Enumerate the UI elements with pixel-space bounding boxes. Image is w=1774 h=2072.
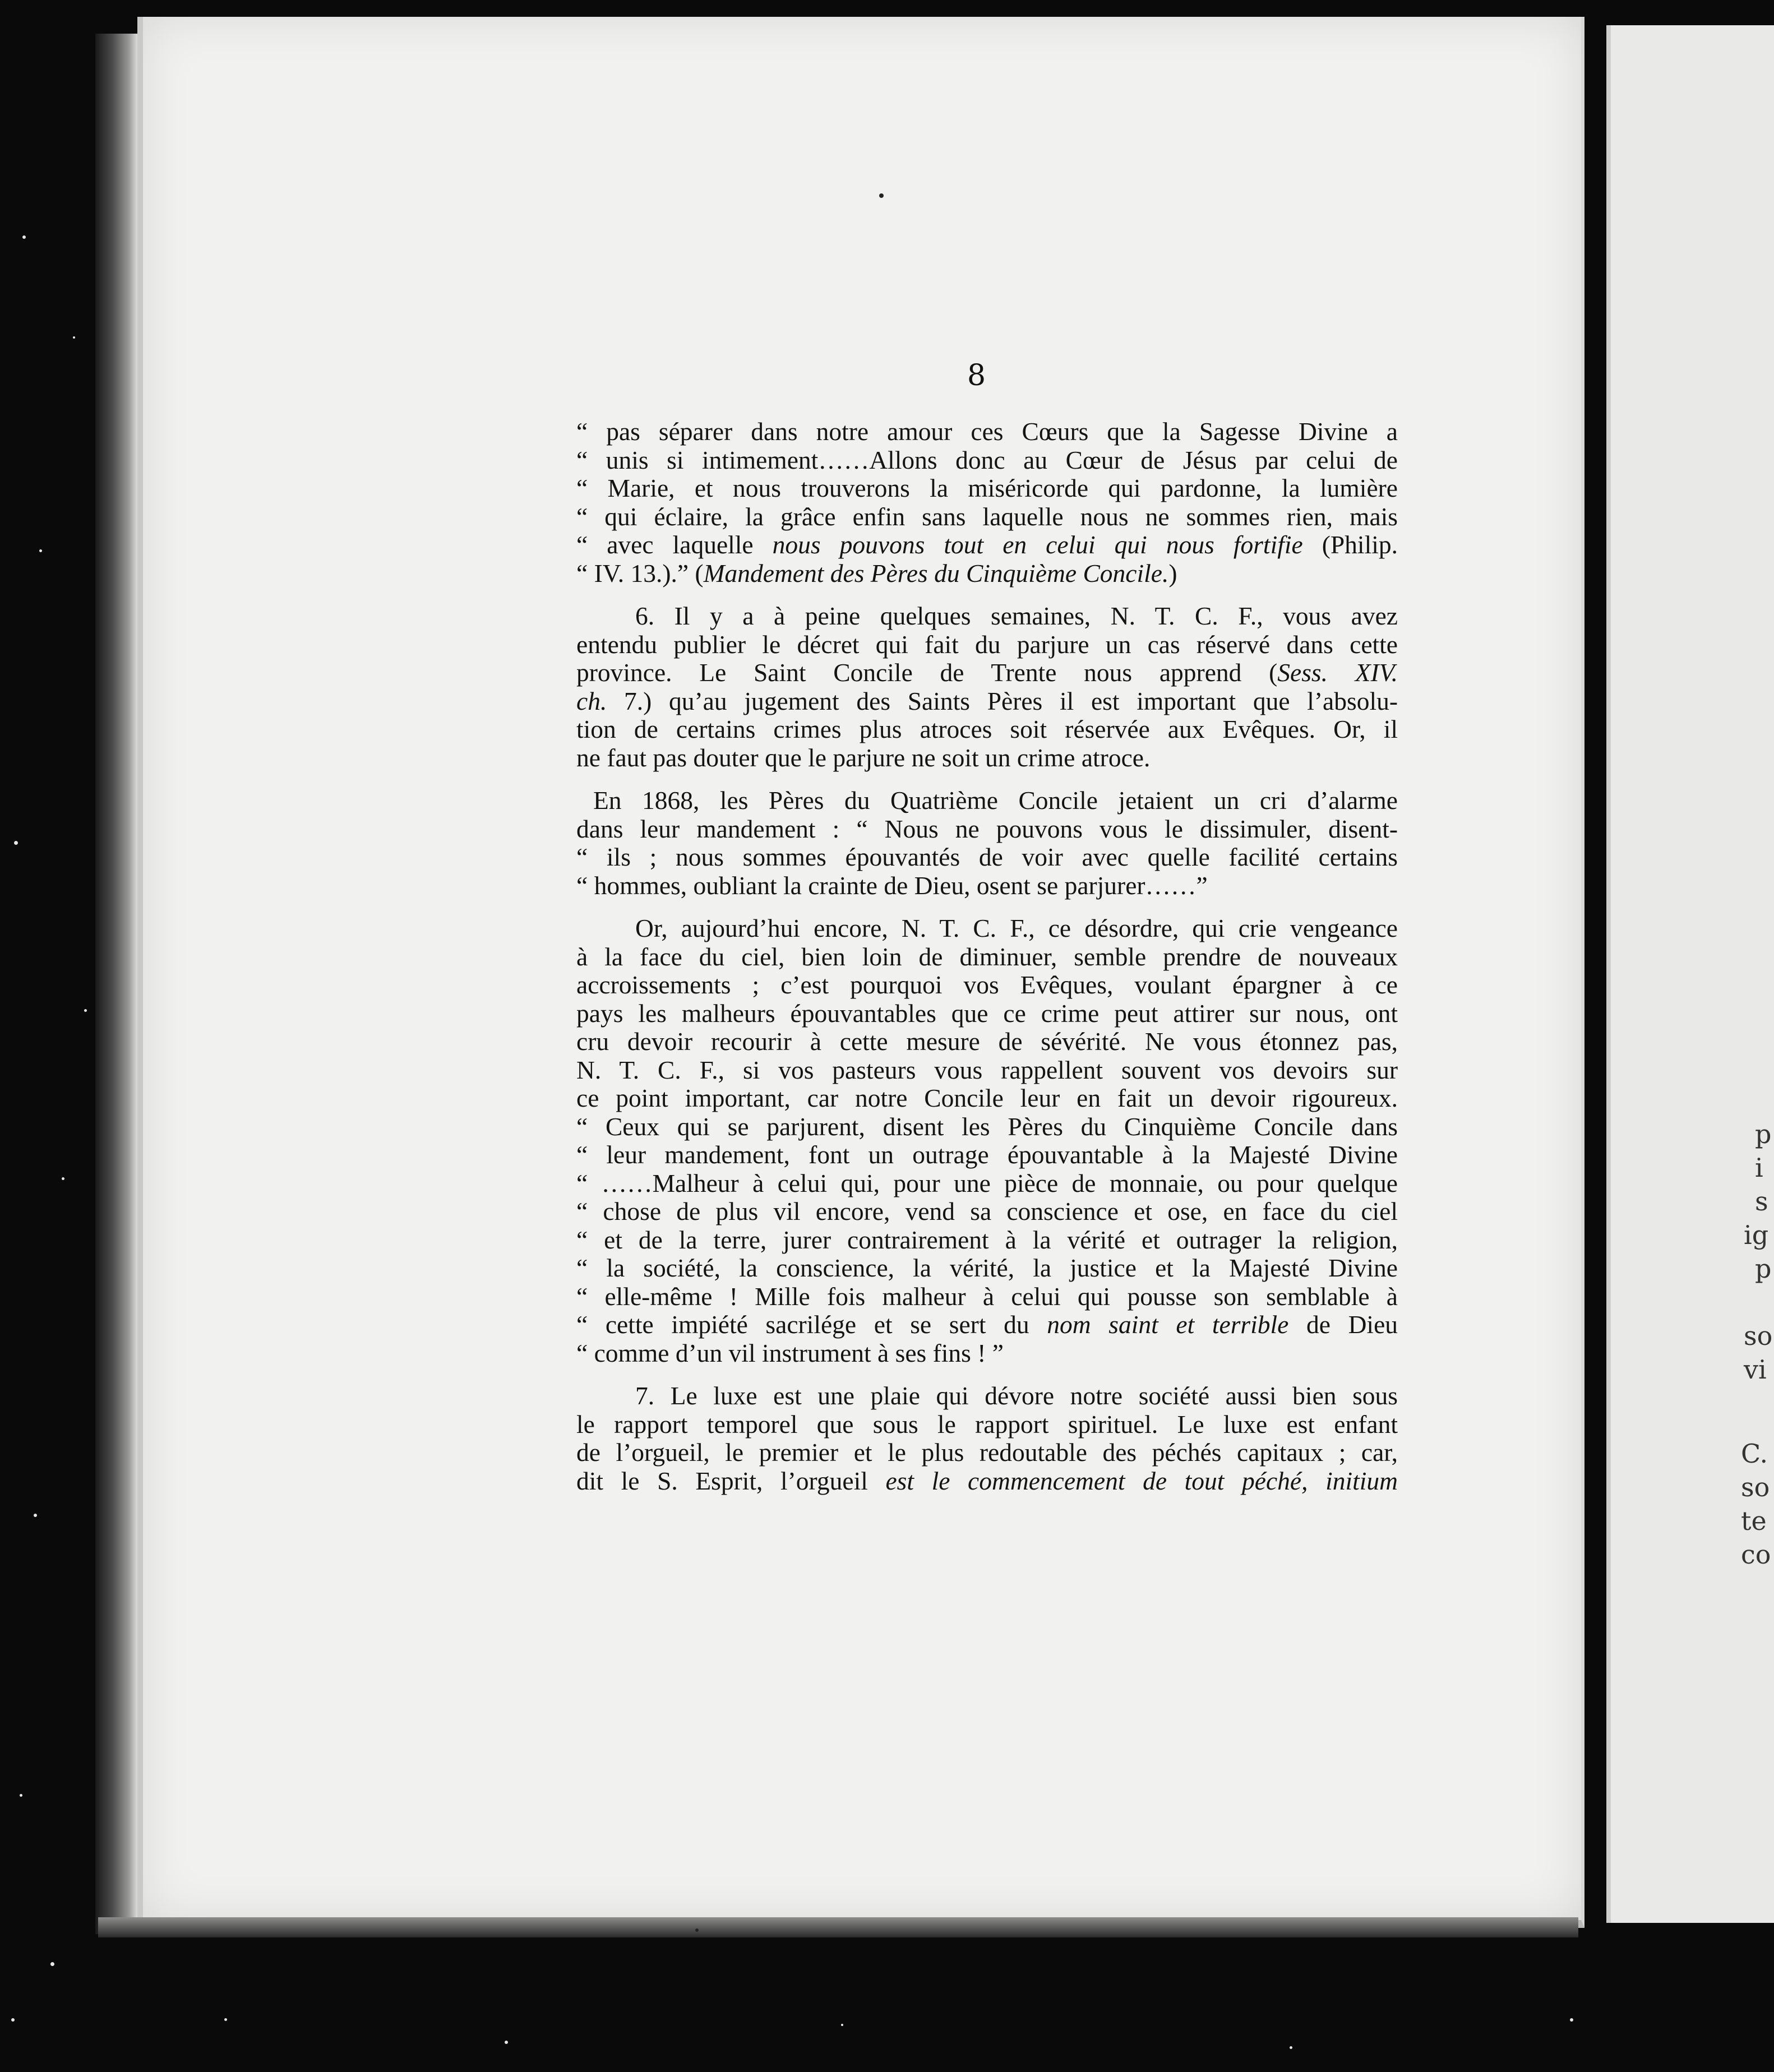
scan-speck [84, 1009, 87, 1012]
text-run: “ avec laquelle [576, 530, 773, 559]
text-line: 7. Le luxe est une plaie qui dévore notre société aussi bien sous [635, 1381, 1398, 1410]
text-line: de l’orgueil, le premier et le plus redoutable des péchés capitaux ; car, [576, 1438, 1398, 1467]
paragraph-quote-end [576, 418, 1398, 588]
text-line [576, 687, 1398, 716]
text-line: N. T. C. F., si vos pasteurs vous rappellent souvent vos devoirs sur [576, 1055, 1398, 1084]
page-bottom-edge [98, 1917, 1578, 1937]
text-line: ne faut pas douter que le parjure ne soit un crime atroce. [576, 743, 1151, 772]
text-line: “ elle-même ! Mille fois malheur à celui qui pousse son semblable à [576, 1282, 1398, 1311]
text-run: dit le S. Esprit, l’orgueil [576, 1466, 886, 1495]
text-line: “ ……Malheur à celui qui, pour une pièce de monnaie, ou pour quelque [576, 1168, 1398, 1197]
scan-speck [39, 549, 42, 552]
page-gutter-shadow [95, 34, 137, 1934]
facing-page-fragment: s [1755, 1186, 1768, 1217]
scan-speck [505, 2041, 508, 2044]
facing-page-fragment: p [1755, 1119, 1772, 1149]
facing-page-fragment: so [1741, 1472, 1770, 1502]
paragraph-7 [576, 1382, 1398, 1495]
text-line [576, 1311, 1398, 1339]
text-line: le rapport temporel que sous le rapport spirituel. Le luxe est enfant [576, 1409, 1398, 1439]
text-line: “ qui éclaire, la grâce enfin sans laquelle nous ne sommes rien, mais [576, 502, 1398, 531]
text-run: de Dieu [1288, 1310, 1398, 1339]
text-line [576, 659, 1398, 687]
text-line [576, 559, 1398, 588]
text-line: tion de certains crimes plus atroces soit réservée aux Evêques. Or, il [576, 715, 1398, 743]
text-line: “ comme d’un vil instrument à ses fins ! ” [576, 1338, 1004, 1367]
facing-page-fragment: p [1755, 1254, 1772, 1284]
facing-page-edge [1606, 25, 1774, 1923]
text-run: “ IV. 13.).” ( [576, 558, 704, 588]
text-line: dans leur mandement : “ Nous ne pouvons vous le dissimuler, disent- [576, 814, 1398, 843]
scan-speck [20, 1794, 22, 1797]
scan-speck [22, 235, 26, 239]
facing-page-fragment: ig [1744, 1220, 1769, 1250]
text-line: 6. Il y a à peine quelques semaines, N. T. C. F., vous avez [635, 602, 1398, 630]
paragraph-1868 [576, 787, 1398, 900]
scan-speck [34, 1514, 37, 1517]
body-text [576, 418, 1398, 1510]
text-line: “ ils ; nous sommes épouvantés de voir avec quelle facilité certains [576, 843, 1398, 871]
facing-page-fragment: C. [1741, 1439, 1768, 1469]
page-number: 8 [967, 359, 986, 392]
text-run: ) [1168, 558, 1177, 588]
paragraph-6 [576, 602, 1398, 772]
text-line: ce point important, car notre Concile leur en fait un devoir rigoureux. [576, 1084, 1398, 1112]
italic-run: est le commencement de tout péché, initium [885, 1466, 1398, 1495]
text-line: “ la société, la conscience, la vérité, la justice et la Majesté Divine [576, 1254, 1398, 1282]
text-line: pays les malheurs épouvantables que ce crime peut attirer sur nous, ont [576, 998, 1398, 1028]
text-run: “ cette impiété sacrilége et se sert du [576, 1310, 1047, 1339]
scan-speck [50, 1962, 54, 1966]
scan-speck [1570, 2018, 1573, 2022]
italic-run: nous pouvons tout en celui qui nous fortifie [772, 530, 1303, 559]
text-line: “ leur mandement, font un outrage épouvantable à la Majesté Divine [576, 1140, 1398, 1169]
facing-page-fragment: so [1744, 1321, 1773, 1351]
text-line: “ unis si intimement……Allons donc au Cœur de Jésus par celui de [576, 445, 1398, 474]
text-line: entendu publier le décret qui fait du parjure un cas réservé dans cette [576, 630, 1398, 659]
scan-speck [14, 841, 18, 845]
text-line [576, 1467, 1398, 1496]
scan-speck [879, 193, 884, 198]
italic-run: nom saint et terrible [1047, 1310, 1289, 1339]
text-line: En 1868, les Pères du Quatrième Concile jetaient un cri d’alarme [593, 786, 1398, 815]
scan-speck [695, 1928, 699, 1932]
text-run: (Philip. [1302, 530, 1398, 559]
text-line: “ Marie, et nous trouverons la miséricorde qui pardonne, la lumière [576, 474, 1398, 502]
text-line: cru devoir recourir à cette mesure de sévérité. Ne vous étonnez pas, [576, 1027, 1398, 1056]
text-line: Or, aujourd’hui encore, N. T. C. F., ce désordre, qui crie vengeance [635, 914, 1398, 942]
scan-speck [841, 2024, 843, 2026]
text-line: “ hommes, oubliant la crainte de Dieu, osent se parjurer……” [576, 871, 1208, 900]
text-line: “ Ceux qui se parjurent, disent les Pères du Cinquième Concile dans [576, 1112, 1398, 1141]
text-line: “ pas séparer dans notre amour ces Cœurs que la Sagesse Divine a [576, 417, 1398, 446]
scan-speck [73, 336, 75, 339]
scan-speck [224, 2018, 227, 2021]
facing-page-fragment: co [1741, 1539, 1771, 1570]
paragraph-aujourdhui [576, 914, 1398, 1367]
scan-speck [62, 1177, 64, 1180]
text-run: province. Le Saint Concile de Trente nous apprend ( [576, 658, 1278, 687]
facing-page-fragment: te [1741, 1506, 1767, 1536]
italic-run: Sess. XIV. [1277, 658, 1398, 687]
scan-speck [1290, 2046, 1292, 2049]
text-line: “ et de la terre, jurer contrairement à la vérité et outrager la religion, [576, 1225, 1398, 1254]
text-line: accroissements ; c’est pourquoi vos Evêques, voulant épargner à ce [576, 970, 1398, 999]
facing-page-fragment: vi [1744, 1354, 1767, 1385]
italic-run: ch. [576, 686, 607, 715]
text-run: 7.) qu’au jugement des Saints Pères il est important que l’absolu- [607, 686, 1398, 715]
scan-speck [11, 2018, 15, 2022]
italic-run: Mandement des Pères du Cinquième Concile. [703, 558, 1169, 588]
text-line: à la face du ciel, bien loin de diminuer, semble prendre de nouveaux [576, 942, 1398, 971]
text-line: “ chose de plus vil encore, vend sa conscience et ose, en face du ciel [576, 1197, 1398, 1225]
facing-page-fragment: i [1755, 1153, 1763, 1183]
text-line [576, 531, 1398, 559]
